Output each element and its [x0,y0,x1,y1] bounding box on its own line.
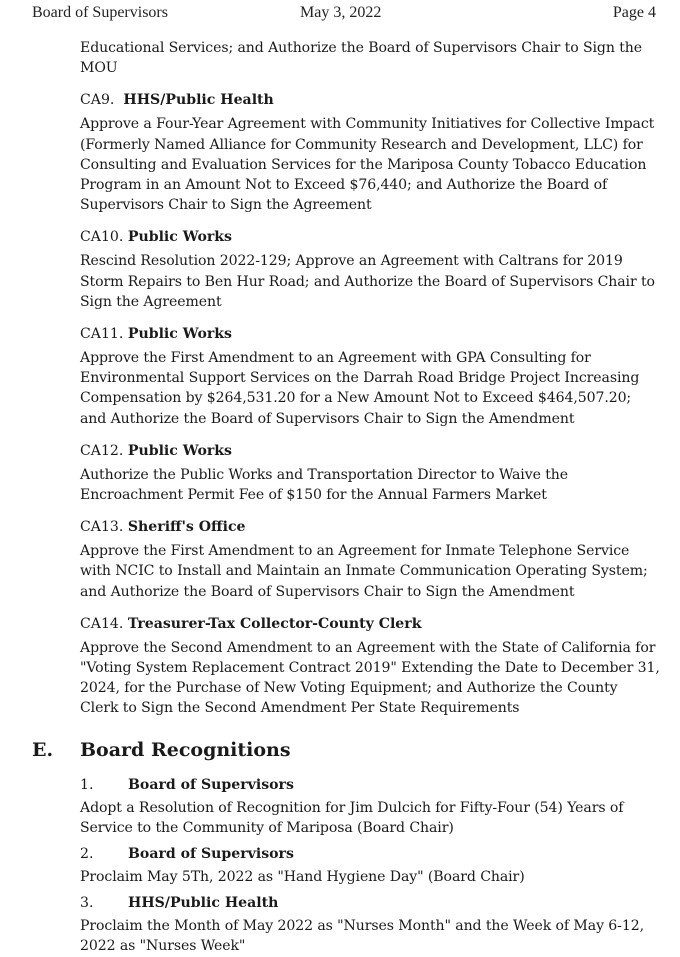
recognition-item-1 [80,775,660,838]
item-description: Authorize the Public Works and Transportation Director to Waive the Encroachment Permit Fee of $150 for the Annual Farmers Market [80,466,568,504]
item-description: Approve the First Amendment to an Agreement with GPA Consulting for Environmental Support Services on the Darrah Road Bridge Project Increasing Compensation by $264,531.20 for a New Amount Not to Exceed $464,507.20; and Authorize the Board of Supervisors Chair to Sign the Amendment [80,350,640,427]
continuation-text: Educational Services; and Authorize the Board of Supervisors Chair to Sign the MOU [80,40,642,77]
item-heading [80,775,660,795]
item-heading [80,844,660,864]
agenda-item-ca12 [80,441,660,505]
item-title: Board of Supervisors [128,776,294,793]
item-title: Public Works [127,229,232,246]
item-description: Approve the First Amendment to an Agreement for Inmate Telephone Service with NCIC to Install and Maintain an Inmate Communication Operating System; and Authorize the Board of Supervisors Chair to Sign the Amendment [80,543,648,600]
item-number: CA11. [80,326,124,343]
item-number: CA10. [80,229,124,246]
item-title: Treasurer-Tax Collector-County Clerk [127,615,422,632]
item-title: Public Works [127,442,232,459]
item-heading [80,90,660,110]
item-title: Board of Supervisors [128,846,294,863]
agenda-item-ca11 [80,324,660,429]
header-page-number: Page 4 [612,4,656,21]
section-heading [32,738,660,769]
item-heading [80,893,660,913]
recognition-item-2 [80,844,660,887]
section-title: Board Recognitions [80,738,291,761]
item-number: CA13. [80,519,124,536]
page-header [0,4,680,24]
agenda-item-ca10 [80,227,660,312]
item-description: Approve a Four-Year Agreement with Community Initiatives for Collective Impact (Formerly Named Alliance for Community Research and Development, LLC) for Consulting and Evaluation Services for the Mariposa County Tobacco Education Program in an Amount Not to Exceed $76,440; and Authorize the Board of Supervisors Chair to Sign the Agreement [80,116,655,214]
item-title: HHS/Public Health [123,92,274,109]
item-heading [80,227,660,247]
item-number: 1. [80,776,94,793]
item-number: CA9. [80,92,115,109]
section-letter: E. [32,738,54,761]
item-description: Proclaim May 5Th, 2022 as "Hand Hygiene Day" (Board Chair) [80,869,525,886]
item-description: Rescind Resolution 2022-129; Approve an Agreement with Caltrans for 2019 Storm Repairs to Ben Hur Road; and Authorize the Board of Supervisors Chair to Sign the Agreement [80,253,655,310]
agenda-item-ca13 [80,517,660,602]
item-description: Proclaim the Month of May 2022 as "Nurses Month" and the Week of May 6-12, 2022 as "Nurses Week" [80,918,644,955]
item-number: 2. [80,846,94,863]
item-description: Approve the Second Amendment to an Agreement with the State of California for "Voting System Replacement Contract 2019" Extending the Date to December 31, 2024, for the Purchase of New Voting Equipment; and Authorize the County Clerk to Sign the Second Amendment Per State Requirements [80,639,660,717]
item-title: Sheriff's Office [127,519,246,536]
item-number: CA14. [80,615,124,632]
agenda-item-ca14 [80,614,660,719]
item-description: Adopt a Resolution of Recognition for Jim Dulcich for Fifty-Four (54) Years of Service to the Community of Mariposa (Board Chair) [80,799,624,836]
item-heading [80,441,660,461]
recognition-item-3 [80,893,660,956]
header-date: May 3, 2022 [300,4,382,21]
item-heading [80,517,660,537]
item-title: Public Works [127,326,232,343]
header-board-name: Board of Supervisors [32,4,168,21]
agenda-item-ca9 [80,90,660,215]
item-heading [80,614,660,634]
item-heading [80,324,660,344]
agenda-content [32,38,660,957]
item-number: 3. [80,895,94,912]
item-title: HHS/Public Health [128,895,279,912]
item-number: CA12. [80,442,124,459]
